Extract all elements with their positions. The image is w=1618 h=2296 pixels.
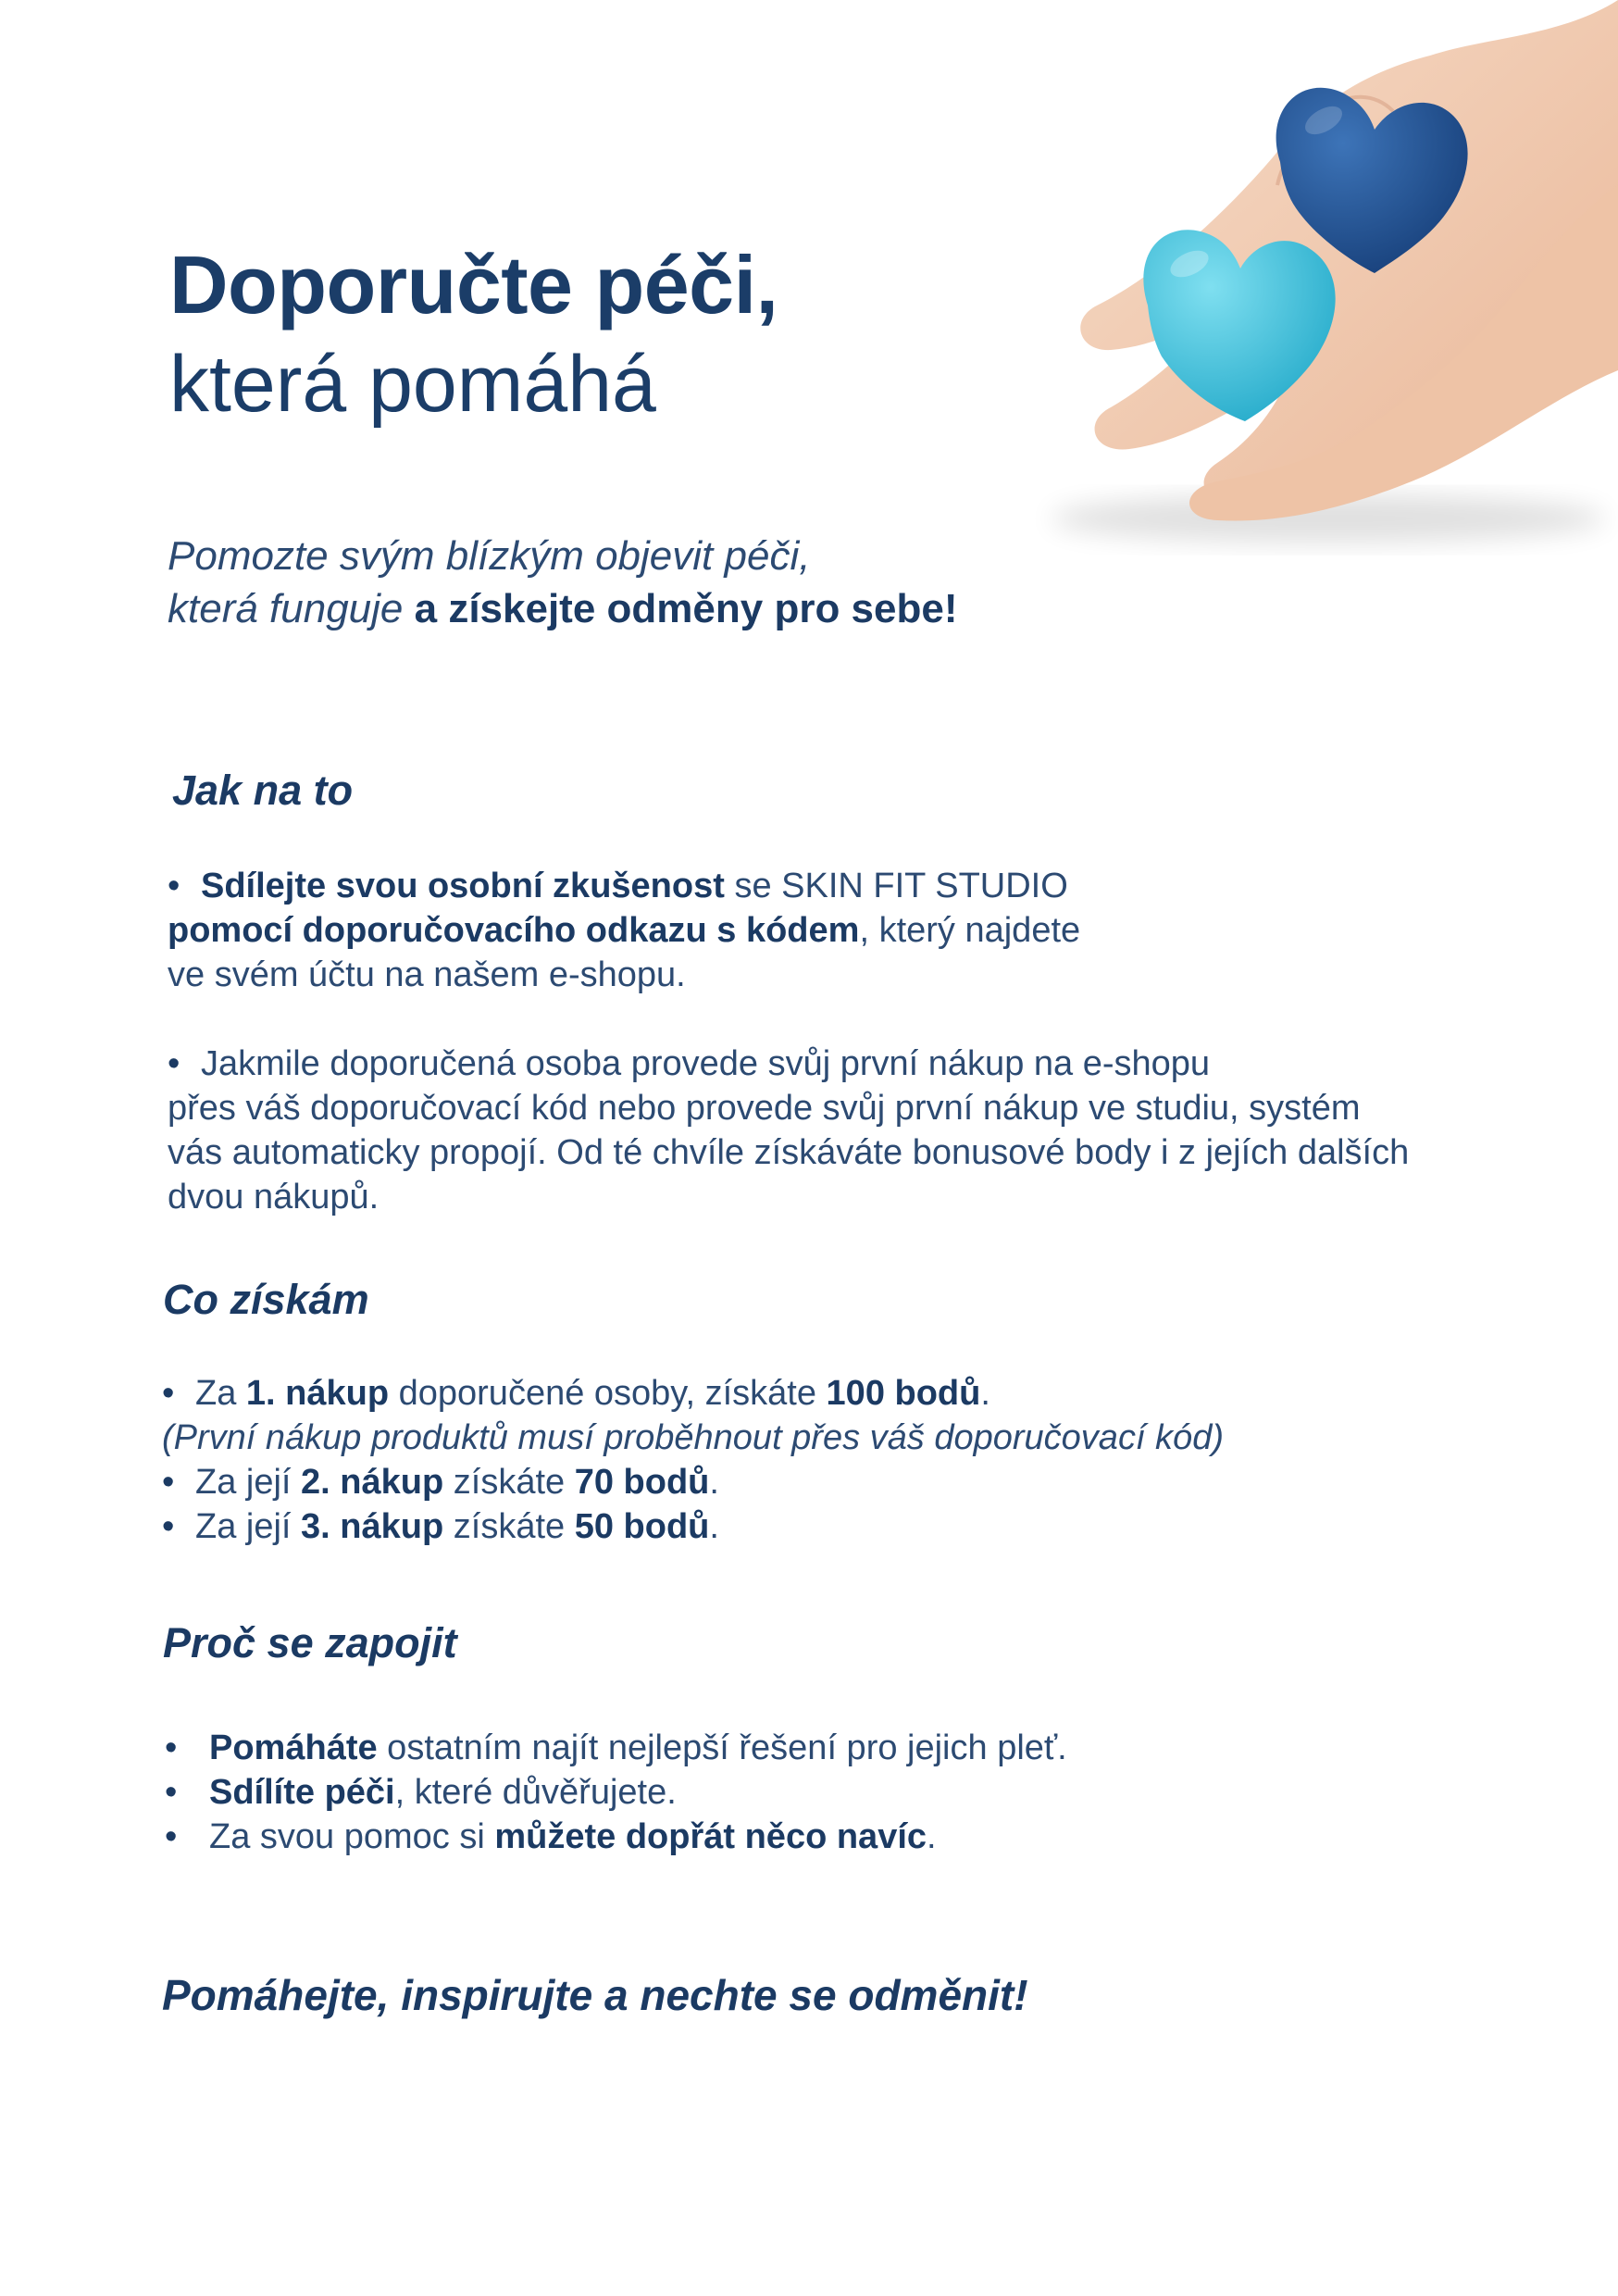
why-item-1: • Pomáháte ostatním najít nejlepší řešení pro jejich pleť. bbox=[165, 1728, 1067, 1767]
what-item-3: • Za její 3. nákup získáte 50 bodů. bbox=[162, 1507, 719, 1546]
section-heading-why: Proč se zapojit bbox=[163, 1619, 457, 1666]
what-item-1: • Za 1. nákup doporučené osoby, získáte 100 bodů. bbox=[162, 1374, 990, 1413]
what-note: (První nákup produktů musí proběhnout přes váš doporučovací kód) bbox=[162, 1418, 1224, 1457]
how-paragraph-1: • Sdílejte svou osobní zkušenost se SKIN FIT STUDIO pomocí doporučovacího odkazu s kódem, který najdete ve svém účtu na našem e-shopu. bbox=[168, 867, 1081, 994]
hands-hearts-illustration bbox=[912, 0, 1618, 555]
page-subtitle: která pomáhá bbox=[169, 340, 656, 429]
what-list bbox=[162, 1371, 1504, 1549]
closing-slogan: Pomáhejte, inspirujte a nechte se odměnit! bbox=[162, 1971, 1028, 2019]
page-title: Doporučte péči, bbox=[169, 239, 778, 331]
intro-line-1: Pomozte svým blízkým objevit péči, bbox=[168, 533, 811, 579]
why-item-2: • Sdílíte péči, které důvěřujete. bbox=[165, 1773, 677, 1812]
intro-line-2: která funguje a získejte odměny pro sebe! bbox=[168, 586, 958, 631]
why-list bbox=[165, 1726, 1461, 1859]
why-item-3: • Za svou pomoc si můžete dopřát něco navíc. bbox=[165, 1817, 937, 1856]
what-item-2: • Za její 2. nákup získáte 70 bodů. bbox=[162, 1463, 719, 1502]
intro-text bbox=[168, 530, 1278, 635]
section-heading-what: Co získám bbox=[163, 1276, 369, 1323]
section-heading-how: Jak na to bbox=[172, 767, 354, 814]
how-paragraph-2: • Jakmile doporučená osoba provede svůj první nákup na e-shopu přes váš doporučovací kód nebo provede svůj první nákup ve studiu, systém vás automaticky propojí. Od té chvíle získáváte bonusové body i z jejích dalších dvou nákupů. bbox=[168, 1044, 1410, 1217]
